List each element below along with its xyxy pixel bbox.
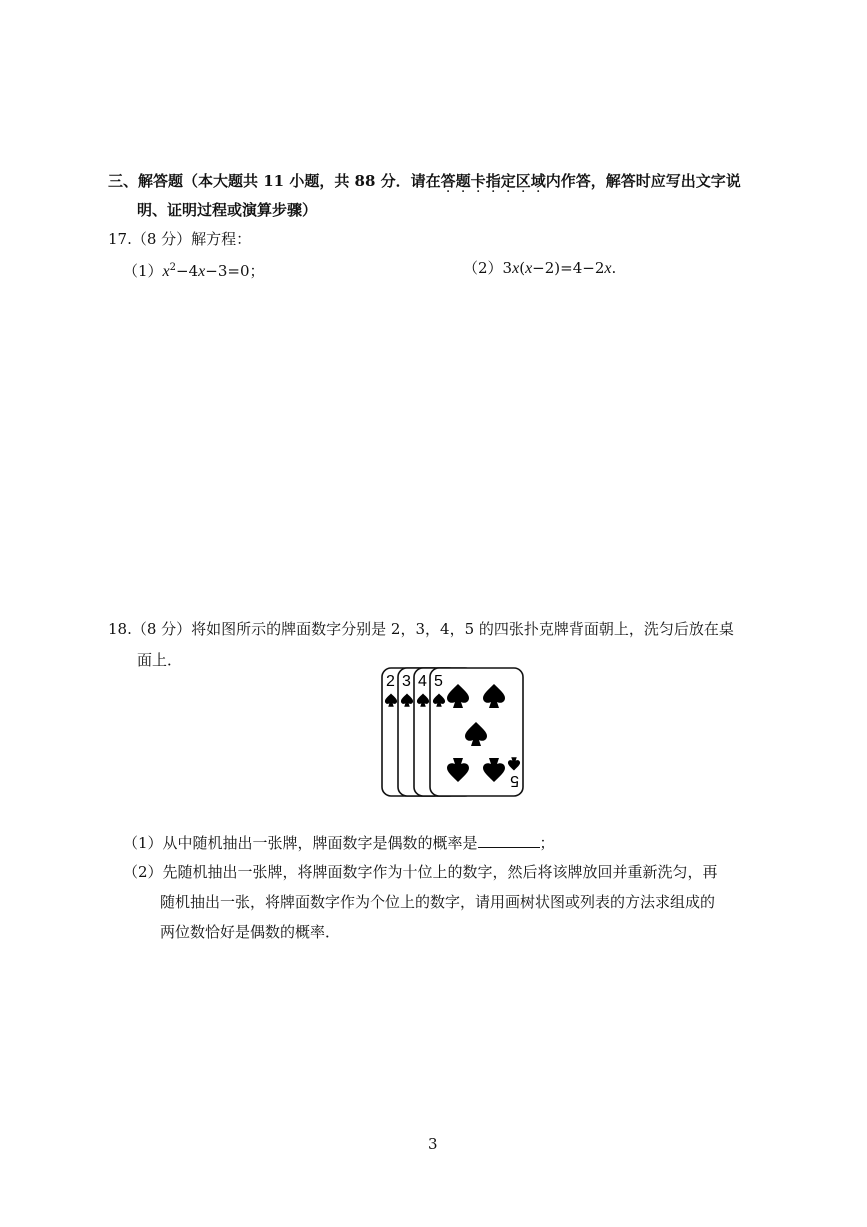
q17-part1 — [123, 258, 265, 282]
q17-part2-equation: 3x(x−2)=4−2x — [502, 259, 612, 277]
section-heading-part2: 内作答，解答时应写出文字说 — [545, 172, 741, 190]
section-heading-line2: 明、证明过程或演算步骤） — [137, 201, 318, 219]
q18-statement-line2: 面上． — [137, 651, 183, 669]
q18-part1-text: （1）从中随机抽出一张牌，牌面数字是偶数的概率是 — [123, 834, 478, 852]
q18-part2-line2: 随机抽出一张，将牌面数字作为个位上的数字，请用画树状图或列表的方法求组成的 — [160, 893, 716, 911]
playing-card-5 — [430, 668, 523, 796]
q18-part2-line1: （2）先随机抽出一张牌，将牌面数字作为十位上的数字，然后将该牌放回并重新洗匀，再 — [123, 863, 718, 881]
section-heading-emphasis: 答题卡指定区域 — [440, 172, 546, 190]
card-rank-label-inverted: 5 — [510, 772, 519, 789]
card-rank-label: 2 — [386, 673, 395, 690]
q17-part1-label: （1） — [123, 262, 163, 280]
page-number: 3 — [428, 1135, 438, 1153]
playing-cards-figure — [380, 666, 530, 800]
q17-part2-equation-end: . — [611, 259, 617, 277]
q18-statement-line1: 18.（8 分）将如图所示的牌面数字分别是 2，3，4，5 的四张扑克牌背面朝上，洗匀后放在桌 — [108, 620, 734, 638]
q18-part1 — [123, 833, 555, 853]
q18-part2-line3: 两位数恰好是偶数的概率． — [160, 923, 341, 941]
card-rank-label: 4 — [418, 673, 427, 690]
section-heading-part1: 三、解答题（本大题共 11 小题，共 88 分．请在 — [108, 172, 441, 190]
q18-part1-end: ； — [539, 834, 555, 852]
answer-blank[interactable] — [478, 833, 540, 848]
q17-part1-equation-end: =0； — [227, 262, 265, 280]
section-heading — [108, 171, 741, 191]
q17-part2 — [463, 258, 616, 279]
q17-header: 17.（8 分）解方程： — [108, 230, 252, 248]
card-rank-label: 5 — [434, 673, 443, 690]
card-rank-label: 3 — [402, 673, 411, 690]
q17-part1-equation: $x^2-4x-3$ — [162, 262, 228, 280]
q17-part2-label: （2） — [463, 259, 503, 277]
